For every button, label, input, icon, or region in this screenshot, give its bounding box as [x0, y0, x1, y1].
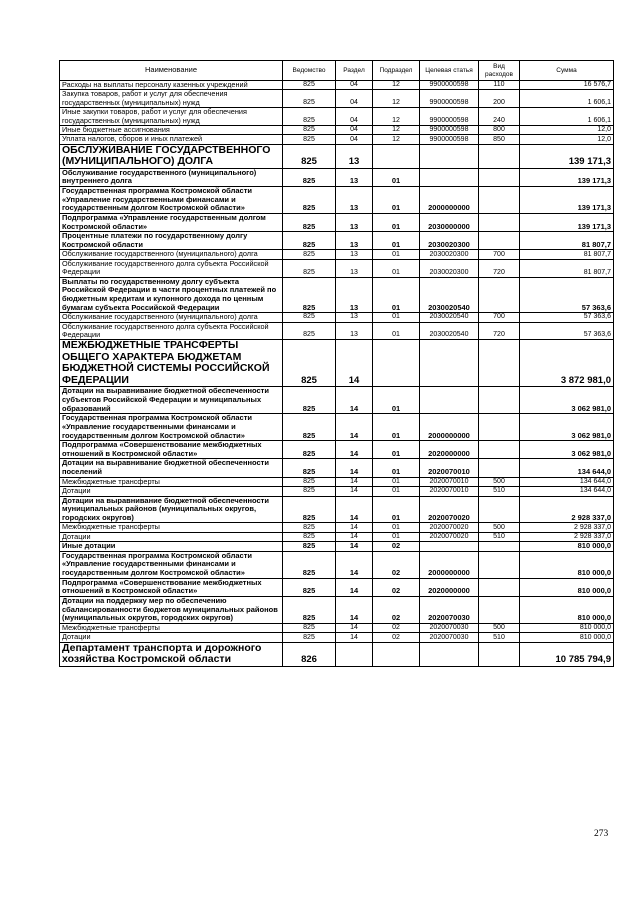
cell-subsection: 01 — [373, 523, 420, 532]
cell-name: Обслуживание государственного долга субъекта Российской Федерации — [60, 259, 283, 277]
cell-sum: 810 000,0 — [520, 578, 614, 596]
cell-exp-type: 500 — [479, 523, 520, 532]
cell-target: 2020000000 — [420, 578, 479, 596]
cell-section: 13 — [336, 322, 373, 340]
table-row — [60, 313, 614, 322]
cell-name: Межбюджетные трансферты — [60, 523, 283, 532]
cell-name: Обслуживание государственного (муниципального) долга — [60, 250, 283, 259]
cell-section: 14 — [336, 523, 373, 532]
cell-target: 2030020300 — [420, 250, 479, 259]
cell-dept: 825 — [283, 168, 336, 186]
cell-name: Расходы на выплаты персоналу казенных учреждений — [60, 81, 283, 90]
cell-sum: 139 171,3 — [520, 213, 614, 231]
table-row — [60, 90, 614, 108]
cell-section: 14 — [336, 340, 373, 387]
cell-name: Обслуживание государственного (муниципального) долга — [60, 313, 283, 322]
cell-exp-type — [479, 187, 520, 214]
cell-exp-type — [479, 459, 520, 477]
cell-target — [420, 642, 479, 666]
cell-dept: 825 — [283, 387, 336, 414]
cell-exp-type — [479, 542, 520, 552]
cell-sum: 57 363,6 — [520, 313, 614, 322]
table-row — [60, 623, 614, 632]
cell-target: 2030020540 — [420, 313, 479, 322]
cell-subsection: 01 — [373, 477, 420, 486]
cell-section: 14 — [336, 414, 373, 441]
cell-subsection: 01 — [373, 441, 420, 459]
cell-dept: 825 — [283, 477, 336, 486]
table-row — [60, 259, 614, 277]
cell-exp-type — [479, 414, 520, 441]
cell-name: Выплаты по государственному долгу субъекта Российской Федерации в части процентных платежей по бюджетным кредитам и купонного дохода по ценным бумагам субъекта Российской Федерации — [60, 277, 283, 313]
table-row — [60, 542, 614, 552]
cell-dept: 825 — [283, 633, 336, 642]
table-row — [60, 523, 614, 532]
cell-sum: 3 062 981,0 — [520, 414, 614, 441]
cell-sum: 1 606,1 — [520, 90, 614, 108]
header-target: Целевая статья — [420, 61, 479, 81]
cell-target: 2030020540 — [420, 322, 479, 340]
cell-section: 04 — [336, 135, 373, 144]
cell-sum: 810 000,0 — [520, 542, 614, 552]
cell-dept: 825 — [283, 340, 336, 387]
table-row — [60, 135, 614, 144]
cell-exp-type: 240 — [479, 108, 520, 126]
cell-name: Обслуживание государственного (муниципального) внутреннего долга — [60, 168, 283, 186]
cell-target — [420, 144, 479, 168]
cell-dept: 825 — [283, 259, 336, 277]
cell-subsection: 02 — [373, 596, 420, 623]
cell-name: Иные закупки товаров, работ и услуг для обеспечения государственных (муниципальных) нужд — [60, 108, 283, 126]
cell-subsection: 12 — [373, 90, 420, 108]
cell-subsection: 01 — [373, 187, 420, 214]
table-row — [60, 532, 614, 541]
cell-name: МЕЖБЮДЖЕТНЫЕ ТРАНСФЕРТЫ ОБЩЕГО ХАРАКТЕРА БЮДЖЕТАМ БЮДЖЕТНОЙ СИСТЕМЫ РОССИЙСКОЙ ФЕДЕРАЦИИ — [60, 340, 283, 387]
cell-exp-type: 850 — [479, 135, 520, 144]
cell-dept: 826 — [283, 642, 336, 666]
cell-subsection: 01 — [373, 232, 420, 250]
cell-exp-type: 700 — [479, 313, 520, 322]
cell-exp-type — [479, 441, 520, 459]
cell-section: 13 — [336, 250, 373, 259]
cell-dept: 825 — [283, 441, 336, 459]
table-row — [60, 232, 614, 250]
cell-name: Обслуживание государственного долга субъекта Российской Федерации — [60, 322, 283, 340]
cell-sum: 12,0 — [520, 125, 614, 134]
cell-dept: 825 — [283, 459, 336, 477]
cell-dept: 825 — [283, 623, 336, 632]
cell-exp-type: 510 — [479, 633, 520, 642]
cell-subsection: 01 — [373, 496, 420, 523]
budget-table — [59, 60, 614, 667]
table-row — [60, 168, 614, 186]
cell-exp-type — [479, 144, 520, 168]
cell-section: 13 — [336, 277, 373, 313]
cell-section: 14 — [336, 623, 373, 632]
cell-section: 13 — [336, 259, 373, 277]
cell-sum: 139 171,3 — [520, 187, 614, 214]
cell-sum: 3 872 981,0 — [520, 340, 614, 387]
cell-dept: 825 — [283, 532, 336, 541]
cell-section: 14 — [336, 496, 373, 523]
cell-section: 04 — [336, 81, 373, 90]
table-row — [60, 277, 614, 313]
cell-subsection: 01 — [373, 313, 420, 322]
cell-section: 13 — [336, 144, 373, 168]
cell-name: Уплата налогов, сборов и иных платежей — [60, 135, 283, 144]
table-row — [60, 477, 614, 486]
cell-target — [420, 340, 479, 387]
cell-section: 14 — [336, 633, 373, 642]
cell-target: 9900000598 — [420, 90, 479, 108]
cell-target: 9900000598 — [420, 125, 479, 134]
cell-section: 14 — [336, 487, 373, 496]
cell-exp-type — [479, 232, 520, 250]
table-row — [60, 387, 614, 414]
cell-subsection: 01 — [373, 459, 420, 477]
cell-dept: 825 — [283, 322, 336, 340]
cell-subsection — [373, 642, 420, 666]
cell-exp-type: 510 — [479, 487, 520, 496]
header-section: Раздел — [336, 61, 373, 81]
cell-exp-type — [479, 596, 520, 623]
cell-name: Межбюджетные трансферты — [60, 623, 283, 632]
cell-section: 14 — [336, 578, 373, 596]
cell-name: Процентные платежи по государственному долгу Костромской области — [60, 232, 283, 250]
cell-exp-type — [479, 551, 520, 578]
cell-sum: 810 000,0 — [520, 623, 614, 632]
cell-dept: 825 — [283, 496, 336, 523]
cell-sum: 810 000,0 — [520, 596, 614, 623]
cell-dept: 825 — [283, 144, 336, 168]
cell-subsection: 12 — [373, 135, 420, 144]
table-row — [60, 642, 614, 666]
cell-name: Межбюджетные трансферты — [60, 477, 283, 486]
table-row — [60, 459, 614, 477]
cell-subsection: 02 — [373, 542, 420, 552]
table-row — [60, 213, 614, 231]
cell-exp-type: 720 — [479, 259, 520, 277]
cell-dept: 825 — [283, 313, 336, 322]
cell-subsection — [373, 340, 420, 387]
cell-sum: 81 807,7 — [520, 232, 614, 250]
cell-exp-type — [479, 496, 520, 523]
cell-target: 2020070010 — [420, 477, 479, 486]
cell-exp-type: 500 — [479, 623, 520, 632]
cell-sum: 2 928 337,0 — [520, 496, 614, 523]
table-row — [60, 441, 614, 459]
cell-exp-type: 800 — [479, 125, 520, 134]
cell-exp-type — [479, 168, 520, 186]
cell-name: Подпрограмма «Управление государственным долгом Костромской области» — [60, 213, 283, 231]
cell-name: Закупка товаров, работ и услуг для обеспечения государственных (муниципальных) нужд — [60, 90, 283, 108]
cell-name: Иные дотации — [60, 542, 283, 552]
cell-target: 2000000000 — [420, 187, 479, 214]
cell-section: 14 — [336, 532, 373, 541]
cell-subsection: 01 — [373, 387, 420, 414]
cell-target: 2030020540 — [420, 277, 479, 313]
cell-target — [420, 168, 479, 186]
cell-target: 2020070010 — [420, 487, 479, 496]
cell-name: Дотации — [60, 532, 283, 541]
cell-name: Дотации на поддержку мер по обеспечению сбалансированности бюджетов муниципальных районов (муниципальных округов, городских округов) — [60, 596, 283, 623]
table-row — [60, 633, 614, 642]
cell-name: Дотации на выравнивание бюджетной обеспеченности муниципальных районов (муниципальных округов, городских округов) — [60, 496, 283, 523]
cell-target: 2020070020 — [420, 496, 479, 523]
header-sum: Сумма — [520, 61, 614, 81]
cell-exp-type — [479, 387, 520, 414]
cell-section: 04 — [336, 108, 373, 126]
cell-subsection: 01 — [373, 259, 420, 277]
cell-dept: 825 — [283, 135, 336, 144]
cell-name: Государственная программа Костромской области «Управление государственными финансами и государственным долгом Костромской области» — [60, 551, 283, 578]
cell-sum: 139 171,3 — [520, 168, 614, 186]
cell-sum: 57 363,6 — [520, 322, 614, 340]
header-dept: Ведомство — [283, 61, 336, 81]
table-row — [60, 187, 614, 214]
cell-dept: 825 — [283, 551, 336, 578]
cell-section: 13 — [336, 313, 373, 322]
cell-sum: 81 807,7 — [520, 250, 614, 259]
table-row — [60, 144, 614, 168]
cell-sum: 81 807,7 — [520, 259, 614, 277]
header-exp-type: Вид расходов — [479, 61, 520, 81]
table-row — [60, 578, 614, 596]
cell-section: 14 — [336, 459, 373, 477]
cell-sum: 810 000,0 — [520, 633, 614, 642]
cell-target: 9900000598 — [420, 81, 479, 90]
cell-exp-type: 110 — [479, 81, 520, 90]
cell-subsection: 01 — [373, 213, 420, 231]
cell-subsection: 01 — [373, 250, 420, 259]
cell-sum: 134 644,0 — [520, 477, 614, 486]
cell-exp-type: 200 — [479, 90, 520, 108]
cell-section: 13 — [336, 232, 373, 250]
cell-section: 14 — [336, 596, 373, 623]
cell-dept: 825 — [283, 542, 336, 552]
cell-section: 14 — [336, 441, 373, 459]
table-row — [60, 596, 614, 623]
table-header-row — [60, 61, 614, 81]
cell-sum: 10 785 794,9 — [520, 642, 614, 666]
cell-dept: 825 — [283, 250, 336, 259]
cell-subsection: 01 — [373, 168, 420, 186]
cell-subsection: 02 — [373, 551, 420, 578]
cell-dept: 825 — [283, 81, 336, 90]
cell-name: Государственная программа Костромской области «Управление государственными финансами и государственным долгом Костромской области» — [60, 187, 283, 214]
cell-target: 2020070030 — [420, 596, 479, 623]
cell-name: Подпрограмма «Совершенствование межбюджетных отношений в Костромской области» — [60, 441, 283, 459]
cell-sum: 810 000,0 — [520, 551, 614, 578]
cell-target: 9900000598 — [420, 108, 479, 126]
cell-subsection: 01 — [373, 277, 420, 313]
cell-name: Иные бюджетные ассигнования — [60, 125, 283, 134]
cell-sum: 2 928 337,0 — [520, 532, 614, 541]
cell-target: 2030000000 — [420, 213, 479, 231]
cell-name: Государственная программа Костромской области «Управление государственными финансами и государственным долгом Костромской области» — [60, 414, 283, 441]
cell-target — [420, 387, 479, 414]
cell-name: Подпрограмма «Совершенствование межбюджетных отношений в Костромской области» — [60, 578, 283, 596]
cell-target: 2020070030 — [420, 623, 479, 632]
cell-section: 14 — [336, 477, 373, 486]
cell-sum: 134 644,0 — [520, 459, 614, 477]
cell-subsection: 02 — [373, 633, 420, 642]
cell-subsection: 02 — [373, 578, 420, 596]
cell-subsection: 12 — [373, 125, 420, 134]
cell-subsection: 12 — [373, 108, 420, 126]
cell-name: Департамент транспорта и дорожного хозяйства Костромской области — [60, 642, 283, 666]
cell-exp-type: 720 — [479, 322, 520, 340]
cell-section: 13 — [336, 187, 373, 214]
cell-exp-type — [479, 340, 520, 387]
table-row — [60, 496, 614, 523]
cell-target: 2020070010 — [420, 459, 479, 477]
cell-sum: 1 606,1 — [520, 108, 614, 126]
cell-section: 14 — [336, 387, 373, 414]
cell-name: Дотации на выравнивание бюджетной обеспеченности субъектов Российской Федерации и муниципальных образований — [60, 387, 283, 414]
cell-section: 14 — [336, 542, 373, 552]
table-row — [60, 322, 614, 340]
table-row — [60, 340, 614, 387]
cell-sum: 139 171,3 — [520, 144, 614, 168]
table-row — [60, 551, 614, 578]
cell-exp-type: 700 — [479, 250, 520, 259]
cell-dept: 825 — [283, 187, 336, 214]
cell-dept: 825 — [283, 125, 336, 134]
cell-sum: 16 576,7 — [520, 81, 614, 90]
cell-subsection: 12 — [373, 81, 420, 90]
cell-exp-type — [479, 578, 520, 596]
page-number: 273 — [594, 829, 609, 839]
cell-sum: 134 644,0 — [520, 487, 614, 496]
cell-target: 2020070030 — [420, 633, 479, 642]
table-body — [60, 81, 614, 667]
table-row — [60, 487, 614, 496]
cell-name: Дотации на выравнивание бюджетной обеспеченности поселений — [60, 459, 283, 477]
cell-name: Дотации — [60, 487, 283, 496]
cell-target: 2020070020 — [420, 523, 479, 532]
cell-subsection: 01 — [373, 532, 420, 541]
cell-sum: 3 062 981,0 — [520, 441, 614, 459]
cell-dept: 825 — [283, 414, 336, 441]
cell-section: 04 — [336, 90, 373, 108]
cell-dept: 825 — [283, 213, 336, 231]
cell-dept: 825 — [283, 578, 336, 596]
cell-subsection: 01 — [373, 487, 420, 496]
header-name: Наименование — [60, 61, 283, 81]
cell-exp-type — [479, 277, 520, 313]
cell-target: 2020000000 — [420, 441, 479, 459]
cell-subsection: 01 — [373, 414, 420, 441]
cell-dept: 825 — [283, 90, 336, 108]
cell-target: 2000000000 — [420, 414, 479, 441]
table-row — [60, 250, 614, 259]
cell-exp-type — [479, 213, 520, 231]
cell-subsection: 01 — [373, 322, 420, 340]
cell-sum: 3 062 981,0 — [520, 387, 614, 414]
cell-target: 2030020300 — [420, 232, 479, 250]
cell-sum: 2 928 337,0 — [520, 523, 614, 532]
cell-target: 2000000000 — [420, 551, 479, 578]
cell-exp-type: 510 — [479, 532, 520, 541]
cell-dept: 825 — [283, 523, 336, 532]
cell-name: ОБСЛУЖИВАНИЕ ГОСУДАРСТВЕННОГО (МУНИЦИПАЛЬНОГО) ДОЛГА — [60, 144, 283, 168]
cell-exp-type: 500 — [479, 477, 520, 486]
cell-section: 13 — [336, 168, 373, 186]
cell-dept: 825 — [283, 596, 336, 623]
cell-section: 14 — [336, 551, 373, 578]
cell-dept: 825 — [283, 108, 336, 126]
cell-section: 13 — [336, 213, 373, 231]
cell-sum: 57 363,6 — [520, 277, 614, 313]
cell-target: 2020070020 — [420, 532, 479, 541]
cell-exp-type — [479, 642, 520, 666]
cell-dept: 825 — [283, 487, 336, 496]
table-row — [60, 108, 614, 126]
cell-subsection: 02 — [373, 623, 420, 632]
cell-target: 2030020300 — [420, 259, 479, 277]
cell-target — [420, 542, 479, 552]
cell-section — [336, 642, 373, 666]
cell-target: 9900000598 — [420, 135, 479, 144]
cell-dept: 825 — [283, 277, 336, 313]
header-subsection: Подраздел — [373, 61, 420, 81]
cell-dept: 825 — [283, 232, 336, 250]
cell-section: 04 — [336, 125, 373, 134]
cell-subsection — [373, 144, 420, 168]
cell-sum: 12,0 — [520, 135, 614, 144]
table-row — [60, 414, 614, 441]
cell-name: Дотации — [60, 633, 283, 642]
